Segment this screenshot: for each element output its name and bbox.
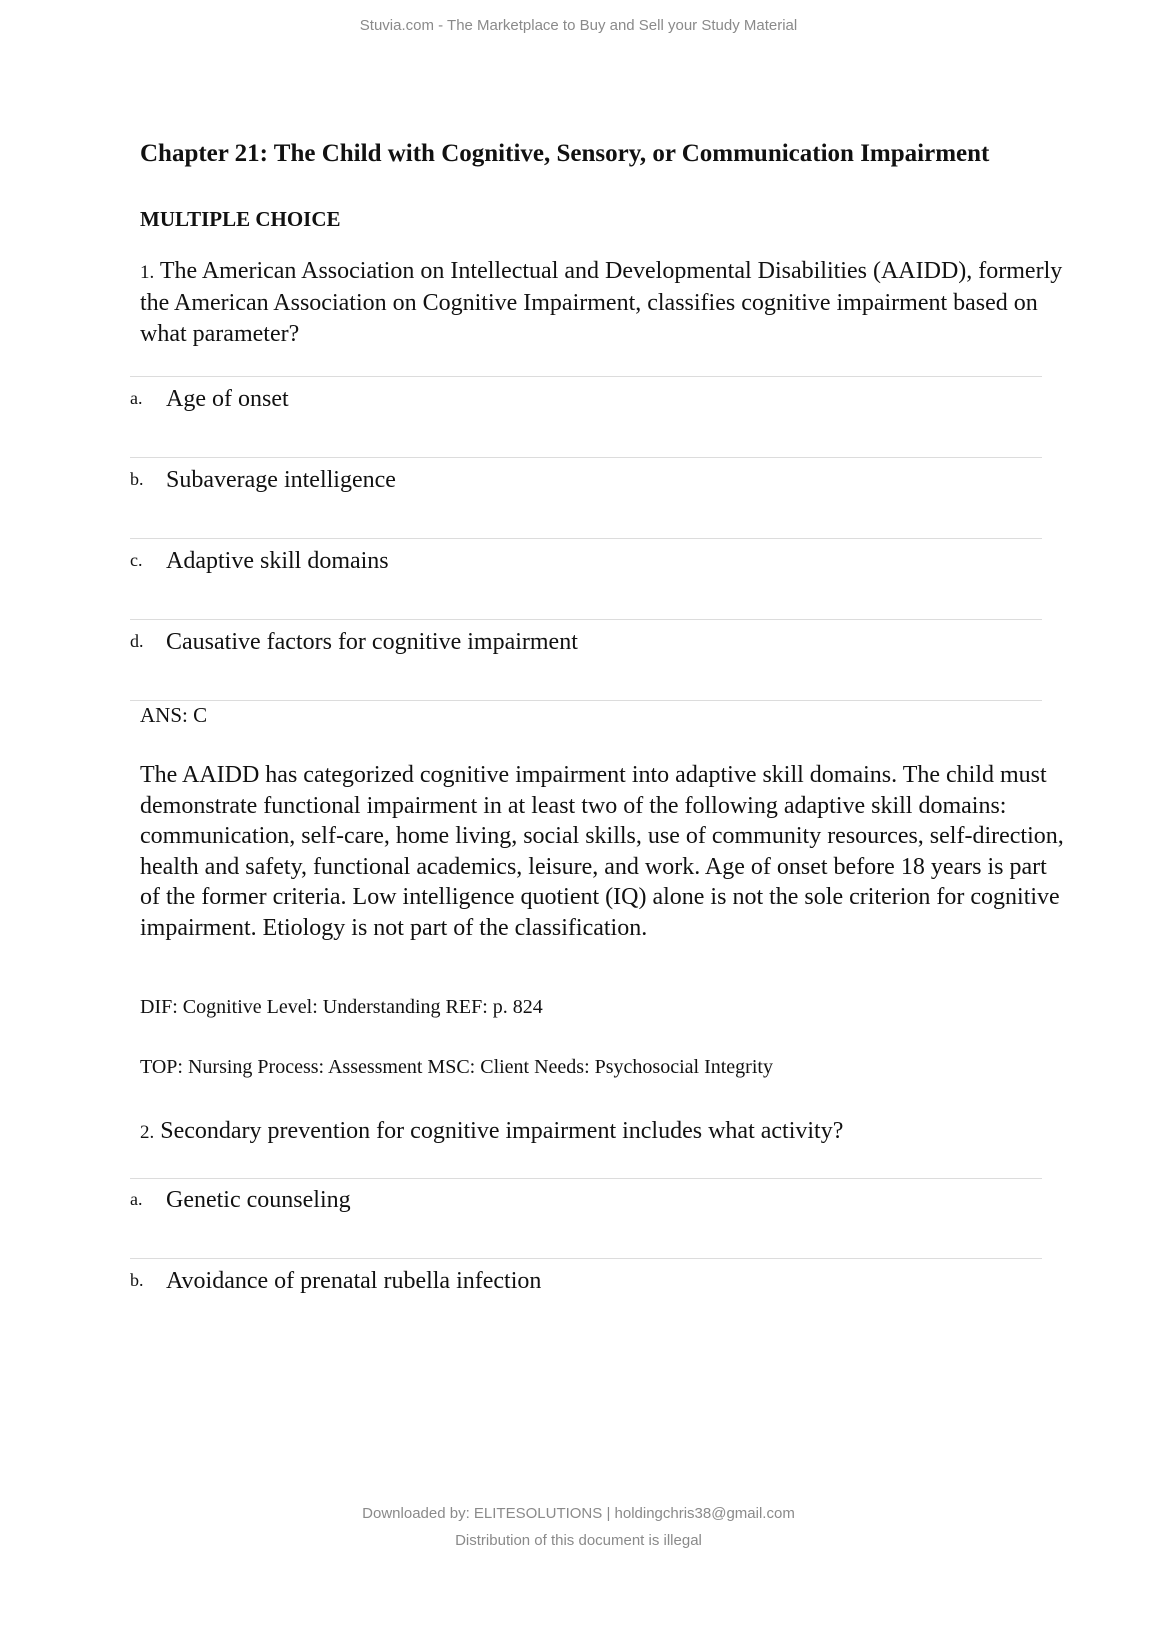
divider bbox=[130, 700, 1042, 701]
option-text: Adaptive skill domains bbox=[166, 548, 389, 574]
question-number: 1. bbox=[140, 262, 155, 283]
stuvia-header-banner: Stuvia.com - The Marketplace to Buy and Sell your Study Material bbox=[359, 17, 798, 34]
option-letter: a. bbox=[130, 388, 143, 408]
footer-downloaded-by: Downloaded by: ELITESOLUTIONS | holdingchris38@gmail.com bbox=[362, 1505, 795, 1522]
option-letter: a. bbox=[130, 1189, 143, 1209]
question-text: Secondary prevention for cognitive impairment includes what activity? bbox=[160, 1118, 844, 1144]
question-text: The American Association on Intellectual and Developmental Disabilities (AAIDD), formerly the American Association on Cognitive Impairment, classifies cognitive impairment based on what parameter? bbox=[140, 258, 1063, 347]
divider bbox=[130, 619, 1042, 620]
option-letter: b. bbox=[130, 1270, 144, 1290]
option-text: Subaverage intelligence bbox=[166, 467, 396, 493]
question-1-answer: ANS: C bbox=[140, 703, 208, 727]
divider bbox=[130, 1258, 1042, 1259]
question-number: 2. bbox=[140, 1122, 155, 1143]
question-1-rationale: The AAIDD has categorized cognitive impairment into adaptive skill domains. The child must demonstrate functional impairment in at least two of the following adaptive skill domains: communication, self-care, home living, social skills, use of community resources, self-direction, health and safety, functional academics, leisure, and work. Age of onset before 18 years is part of the former criteria. Low intelligence quotient (IQ) alone is not the sole criterion for cognitive impairment. Etiology is not part of the classification. bbox=[140, 762, 1064, 941]
option-text: Age of onset bbox=[166, 386, 289, 412]
chapter-title: Chapter 21: The Child with Cognitive, Sensory, or Communication Impairment bbox=[140, 140, 990, 167]
option-letter: c. bbox=[130, 550, 143, 570]
divider bbox=[130, 538, 1042, 539]
footer-distribution-notice: Distribution of this document is illegal bbox=[455, 1532, 702, 1549]
question-2-stem bbox=[140, 1116, 1070, 1148]
question-1-dif-ref: DIF: Cognitive Level: Understanding REF: p. 824 bbox=[140, 996, 543, 1018]
divider bbox=[130, 376, 1042, 377]
section-heading: MULTIPLE CHOICE bbox=[140, 207, 341, 231]
option-text: Causative factors for cognitive impairment bbox=[166, 629, 578, 655]
divider bbox=[130, 457, 1042, 458]
option-text: Genetic counseling bbox=[166, 1187, 351, 1213]
divider bbox=[130, 1178, 1042, 1179]
option-letter: d. bbox=[130, 631, 144, 651]
option-text: Avoidance of prenatal rubella infection bbox=[166, 1268, 542, 1294]
question-1-top-msc: TOP: Nursing Process: Assessment MSC: Client Needs: Psychosocial Integrity bbox=[140, 1056, 773, 1078]
option-letter: b. bbox=[130, 469, 144, 489]
question-1-stem bbox=[140, 256, 1070, 350]
